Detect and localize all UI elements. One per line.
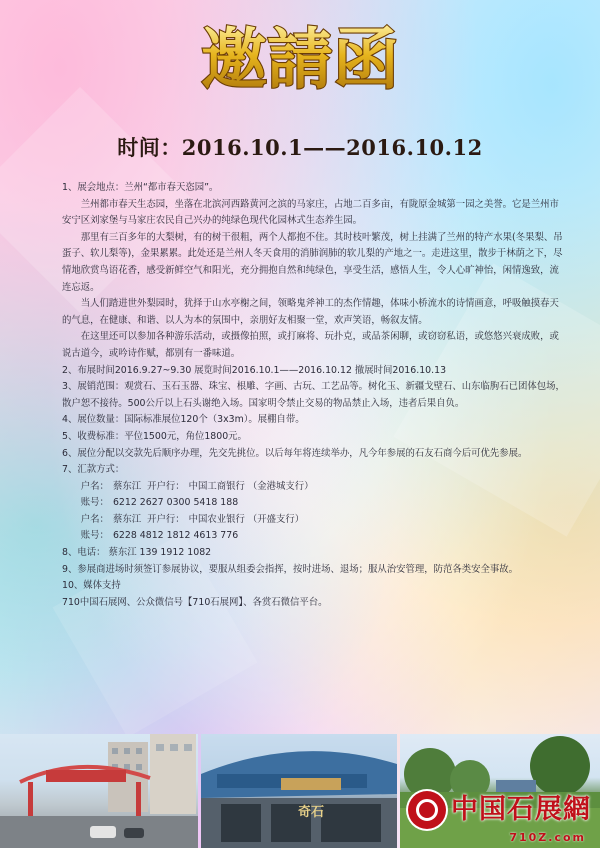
section-schedule: 2、布展时间2016.9.27~9.30 展览时间2016.10.1——2016.10.12 撤展时间2016.10.13 [62, 364, 447, 376]
account-holder-name: 蔡东江 [112, 513, 142, 525]
account-1-holder-line [62, 479, 567, 496]
logo-text: 中国石展網 [451, 794, 591, 825]
venue-photo-exhibition-hall [201, 734, 397, 848]
site-logo [404, 772, 600, 848]
bank-label: 开户行： [147, 480, 185, 492]
venue-photo-gate [0, 734, 198, 848]
logo-emblem-icon [408, 791, 446, 829]
invitation-title: 邀請函 [201, 20, 399, 98]
logo-domain: 710Z.com [509, 831, 586, 844]
section-payment: 7、汇款方式： [62, 464, 125, 476]
venue-paragraph-3: 当人们踏进世外梨园时，犹择于山水亭榭之间，领略鬼斧神工的杰作情趣，体味小桥流水的诗情画意，呼吸触摸春天的气息，在健康、和谐、以人为本的氛围中，亲朋好友相聚一堂，欢声笑语，畅叙友情。 [62, 298, 559, 326]
venue-paragraph-1: 兰州都市春天生态园，坐落在北滨河西路黄河之滨的马家庄，占地二百多亩，有陇原金城第一园之美誉。它是兰州市安宁区刘家堡与马家庄农民自己兴办的纯绿色现代化园林式生态养生园。 [62, 198, 559, 227]
event-time-heading: 时间：2016.10.1——2016.10.12 [117, 135, 483, 160]
account-1-number-line [62, 495, 567, 512]
account-holder-name: 蔡东江 [112, 480, 142, 492]
section-scope: 3、展销范围：观赏石、玉石玉器、珠宝、根雕、字画、古玩、工艺品等。树化玉、新疆戈壁石、山东临朐石已团体包场，散户恕不接待。500公斤以上石头谢绝入场。国家明令禁止交易的物品禁止入场，违者后果自负。 [62, 381, 565, 409]
invitation-title-art [190, 10, 410, 105]
media-partners: 710中国石展网、公众微信号【710石展网】、各赏石微信平台。 [62, 596, 328, 608]
section-venue: 1、展会地点：兰州“都市春天恣园”。 [62, 182, 219, 193]
venue-paragraph-4: 在这里还可以参加各种游乐活动，或摄像拍照，或打麻将、玩扑克，或品茶闲聊，或窃窃私语，或悠悠兴衰成败，或说古道今，或吟诗作赋，都别有一番味道。 [62, 331, 559, 359]
account-holder-label: 户名： [80, 513, 109, 525]
bank-name: 中国农业银行 （开盛支行） [188, 513, 305, 525]
account-2-holder-line [62, 512, 567, 529]
account-holder-label: 户名： [80, 480, 109, 492]
section-booth-count: 4、展位数量：国际标准展位120个（3x3m）。展棚自带。 [62, 414, 305, 426]
section-exhibitor-rules: 9、参展商进场时须签订参展协议，要服从组委会指挥，按时进场、退场；服从治安管理，防范各类安全事故。 [62, 563, 518, 575]
section-fees: 5、收费标准：平位1500元，角位1800元。 [62, 430, 247, 442]
section-phone: 8、电话： 蔡东江 139 1912 1082 [62, 547, 212, 559]
exhibition-hall-sign: 奇石 [297, 805, 325, 820]
account-2-number-line [62, 528, 567, 545]
account-number: 6212 2627 0300 5418 188 [112, 497, 239, 509]
bank-label: 开户行： [147, 513, 185, 525]
bank-name: 中国工商银行 （金港城支行） [188, 480, 314, 492]
account-number-label: 账号： [80, 530, 109, 542]
section-booth-allocation: 6、展位分配以交款先后顺序办理，先交先挑位。以后每年将连续举办，凡今年参展的石友石商今后可优先参展。 [62, 447, 528, 459]
section-media: 10、媒体支持 [62, 580, 121, 592]
invitation-body [62, 180, 567, 611]
account-number: 6228 4812 1812 4613 776 [112, 530, 239, 542]
venue-paragraph-2: 那里有三百多年的大梨树，有的树干很粗，两个人都抱不住。其时枝叶繁茂，树上挂满了兰州的特产水果(冬果梨、吊蛋子、软儿梨等)，金果累累。此处还是兰州人冬天食用的消肺润肺的软儿梨的产地之一。走进这里，散步于林荫之下，尽情地欣赏鸟语花香，感受新鲜空气和阳光，充分拥抱自然和纯绿色，享受生活，感悟人生，令人心旷神怡，闲情逸致，流连忘返。 [62, 231, 563, 293]
account-number-label: 账号： [80, 497, 109, 509]
